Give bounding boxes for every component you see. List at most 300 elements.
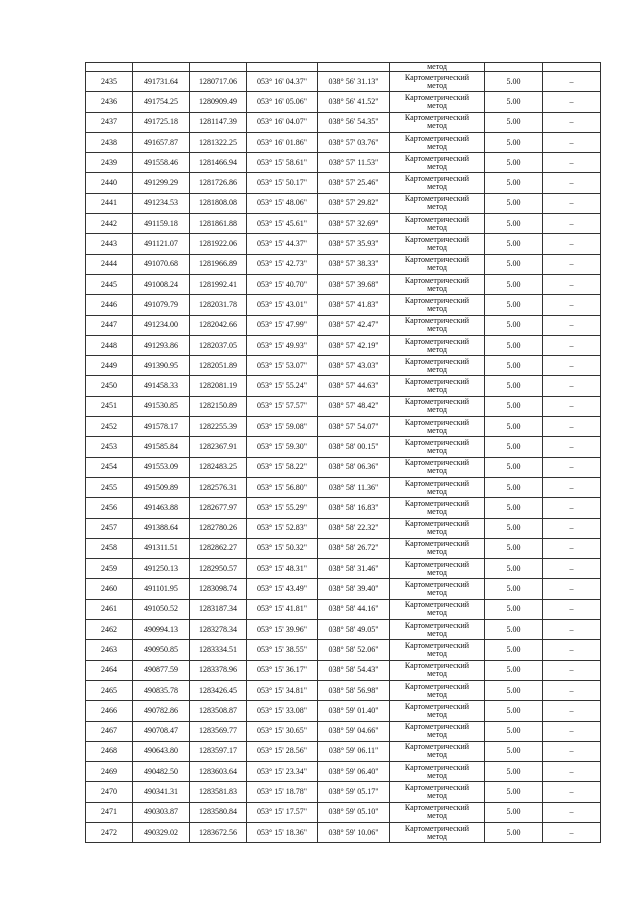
cell-accuracy: 5.00 bbox=[485, 356, 543, 376]
cell-longitude: 038° 58' 00.15" bbox=[318, 437, 390, 457]
cell-number: 2461 bbox=[86, 599, 133, 619]
cell-method bbox=[390, 762, 485, 782]
cell-x: 491299.29 bbox=[133, 173, 190, 193]
cell-longitude: 038° 58' 49.05" bbox=[318, 620, 390, 640]
cell-x: 491578.17 bbox=[133, 417, 190, 437]
cell-note: – bbox=[543, 660, 601, 680]
method-line-2: метод bbox=[427, 121, 447, 131]
cell-x: 491008.24 bbox=[133, 274, 190, 294]
method-line-1: Картометрический bbox=[404, 701, 470, 711]
method-line-1: Картометрический bbox=[404, 783, 470, 793]
cell-accuracy: 5.00 bbox=[485, 660, 543, 680]
cell-note: – bbox=[543, 173, 601, 193]
cell-latitude: 053° 15' 48.06" bbox=[247, 193, 318, 213]
method-line-1: Картометрический bbox=[404, 377, 470, 387]
table-row bbox=[86, 701, 601, 721]
cell-number: 2467 bbox=[86, 721, 133, 741]
cell-x: 491159.18 bbox=[133, 214, 190, 234]
cell-method bbox=[390, 822, 485, 842]
method-line-2: метод bbox=[427, 831, 447, 841]
cell-longitude: 038° 58' 22.32" bbox=[318, 518, 390, 538]
table-row bbox=[86, 417, 601, 437]
cell-accuracy: 5.00 bbox=[485, 782, 543, 802]
cell-x: 491463.88 bbox=[133, 498, 190, 518]
cell-note: – bbox=[543, 396, 601, 416]
table-row bbox=[86, 660, 601, 680]
table-row bbox=[86, 72, 601, 92]
cell-y: 1281966.89 bbox=[190, 254, 247, 274]
cell-method bbox=[390, 417, 485, 437]
cell-latitude: 053° 15' 52.83" bbox=[247, 518, 318, 538]
cell-y: 1282255.39 bbox=[190, 417, 247, 437]
cell-accuracy: 5.00 bbox=[485, 721, 543, 741]
cell-accuracy: 5.00 bbox=[485, 295, 543, 315]
cell-accuracy: 5.00 bbox=[485, 599, 543, 619]
method-line-2: метод bbox=[427, 730, 447, 740]
cell-latitude bbox=[247, 63, 318, 72]
cell-latitude: 053° 16' 04.37" bbox=[247, 72, 318, 92]
cell-y: 1280909.49 bbox=[190, 92, 247, 112]
cell-note: – bbox=[543, 599, 601, 619]
cell-y: 1281322.25 bbox=[190, 132, 247, 152]
cell-note bbox=[543, 63, 601, 72]
cell-x: 490643.80 bbox=[133, 741, 190, 761]
cell-x: 491731.64 bbox=[133, 72, 190, 92]
method-line-2: метод bbox=[427, 608, 447, 618]
table-row bbox=[86, 538, 601, 558]
cell-longitude: 038° 56' 31.13" bbox=[318, 72, 390, 92]
cell-x: 491553.09 bbox=[133, 457, 190, 477]
cell-latitude: 053° 15' 50.32" bbox=[247, 538, 318, 558]
method-line-2: метод bbox=[427, 243, 447, 253]
cell-method bbox=[390, 132, 485, 152]
method-line-1: Картометрический bbox=[404, 174, 470, 184]
cell-note: – bbox=[543, 518, 601, 538]
cell-latitude: 053° 16' 05.06" bbox=[247, 92, 318, 112]
method-line-1: Картометрический bbox=[404, 417, 470, 427]
cell-accuracy: 5.00 bbox=[485, 153, 543, 173]
table-continuation-row bbox=[86, 63, 601, 72]
cell-accuracy: 5.00 bbox=[485, 92, 543, 112]
cell-number: 2464 bbox=[86, 660, 133, 680]
method-line-2: метод bbox=[427, 303, 447, 313]
cell-method bbox=[390, 640, 485, 660]
cell-accuracy bbox=[485, 63, 543, 72]
cell-note: – bbox=[543, 356, 601, 376]
table-row bbox=[86, 518, 601, 538]
cell-note: – bbox=[543, 254, 601, 274]
table-row bbox=[86, 822, 601, 842]
cell-latitude: 053° 15' 50.17" bbox=[247, 173, 318, 193]
cell-accuracy: 5.00 bbox=[485, 112, 543, 132]
cell-longitude: 038° 58' 44.16" bbox=[318, 599, 390, 619]
cell-accuracy: 5.00 bbox=[485, 315, 543, 335]
method-line-1: Картометрический bbox=[404, 620, 470, 630]
cell-note: – bbox=[543, 112, 601, 132]
table-row bbox=[86, 295, 601, 315]
method-line-2: метод bbox=[427, 588, 447, 598]
cell-longitude: 038° 59' 05.10" bbox=[318, 802, 390, 822]
cell-method bbox=[390, 437, 485, 457]
method-line-1: Картометрический bbox=[404, 498, 470, 508]
cell-method bbox=[390, 315, 485, 335]
cell-accuracy: 5.00 bbox=[485, 214, 543, 234]
cell-latitude: 053° 15' 49.93" bbox=[247, 335, 318, 355]
method-line-2: метод bbox=[427, 689, 447, 699]
cell-latitude: 053° 15' 55.24" bbox=[247, 376, 318, 396]
cell-number: 2441 bbox=[86, 193, 133, 213]
method-line-2: метод bbox=[427, 161, 447, 171]
cell-number: 2462 bbox=[86, 620, 133, 640]
cell-accuracy: 5.00 bbox=[485, 396, 543, 416]
cell-latitude: 053° 15' 56.80" bbox=[247, 477, 318, 497]
method-line-1: Картометрический bbox=[404, 722, 470, 732]
method-line-2: метод bbox=[427, 182, 447, 192]
cell-accuracy: 5.00 bbox=[485, 741, 543, 761]
cell-y: 1283581.83 bbox=[190, 782, 247, 802]
cell-number: 2458 bbox=[86, 538, 133, 558]
cell-note: – bbox=[543, 153, 601, 173]
cell-method bbox=[390, 254, 485, 274]
cell-longitude: 038° 57' 42.19" bbox=[318, 335, 390, 355]
cell-x: 490341.31 bbox=[133, 782, 190, 802]
cell-longitude: 038° 57' 43.03" bbox=[318, 356, 390, 376]
method-line-2: метод bbox=[427, 141, 447, 151]
cell-note: – bbox=[543, 92, 601, 112]
cell-accuracy: 5.00 bbox=[485, 498, 543, 518]
cell-accuracy: 5.00 bbox=[485, 762, 543, 782]
cell-accuracy: 5.00 bbox=[485, 457, 543, 477]
cell-latitude: 053° 15' 44.37" bbox=[247, 234, 318, 254]
cell-latitude: 053° 15' 41.81" bbox=[247, 599, 318, 619]
cell-note: – bbox=[543, 498, 601, 518]
cell-note: – bbox=[543, 741, 601, 761]
table-row bbox=[86, 132, 601, 152]
cell-number: 2471 bbox=[86, 802, 133, 822]
method-line-2: метод bbox=[427, 222, 447, 232]
table-row bbox=[86, 335, 601, 355]
cell-longitude: 038° 59' 01.40" bbox=[318, 701, 390, 721]
cell-y: 1282042.66 bbox=[190, 315, 247, 335]
method-line-1: Картометрический bbox=[404, 255, 470, 265]
table-row bbox=[86, 457, 601, 477]
method-line-1: Картометрический bbox=[404, 681, 470, 691]
cell-number: 2439 bbox=[86, 153, 133, 173]
cell-number: 2463 bbox=[86, 640, 133, 660]
cell-accuracy: 5.00 bbox=[485, 72, 543, 92]
cell-y: 1281808.08 bbox=[190, 193, 247, 213]
cell-longitude: 038° 57' 54.07" bbox=[318, 417, 390, 437]
cell-number: 2454 bbox=[86, 457, 133, 477]
cell-note: – bbox=[543, 721, 601, 741]
method-line-1: Картометрический bbox=[404, 133, 470, 143]
cell-x: 491293.86 bbox=[133, 335, 190, 355]
cell-number: 2443 bbox=[86, 234, 133, 254]
cell-x: 491070.68 bbox=[133, 254, 190, 274]
cell-longitude: 038° 56' 41.52" bbox=[318, 92, 390, 112]
cell-method bbox=[390, 518, 485, 538]
cell-longitude: 038° 59' 06.40" bbox=[318, 762, 390, 782]
method-line-1: Картометрический bbox=[404, 762, 470, 772]
cell-x: 491725.18 bbox=[133, 112, 190, 132]
cell-x: 491509.89 bbox=[133, 477, 190, 497]
cell-latitude: 053° 15' 43.49" bbox=[247, 579, 318, 599]
cell-method bbox=[390, 376, 485, 396]
cell-method bbox=[390, 802, 485, 822]
cell-y: 1283098.74 bbox=[190, 579, 247, 599]
cell-method bbox=[390, 173, 485, 193]
cell-longitude: 038° 56' 54.35" bbox=[318, 112, 390, 132]
cell-x: 491079.79 bbox=[133, 295, 190, 315]
cell-number: 2444 bbox=[86, 254, 133, 274]
method-line-1: Картометрический bbox=[404, 336, 470, 346]
cell-method bbox=[390, 457, 485, 477]
cell-accuracy: 5.00 bbox=[485, 234, 543, 254]
cell-note: – bbox=[543, 295, 601, 315]
cell-y: 1282862.27 bbox=[190, 538, 247, 558]
cell-x: 490877.59 bbox=[133, 660, 190, 680]
cell-y: 1282780.26 bbox=[190, 518, 247, 538]
cell-method bbox=[390, 63, 485, 72]
coordinates-table bbox=[85, 62, 601, 843]
table-row bbox=[86, 254, 601, 274]
cell-x: 490329.02 bbox=[133, 822, 190, 842]
cell-y: 1282081.19 bbox=[190, 376, 247, 396]
cell-y: 1282150.89 bbox=[190, 396, 247, 416]
cell-x: 491585.84 bbox=[133, 437, 190, 457]
method-line-1: Картометрический bbox=[404, 194, 470, 204]
table-row bbox=[86, 173, 601, 193]
cell-number: 2436 bbox=[86, 92, 133, 112]
cell-x: 490303.87 bbox=[133, 802, 190, 822]
cell-accuracy: 5.00 bbox=[485, 701, 543, 721]
method-line-2: метод bbox=[427, 324, 447, 334]
cell-longitude: 038° 57' 44.63" bbox=[318, 376, 390, 396]
cell-latitude: 053° 15' 39.96" bbox=[247, 620, 318, 640]
method-line-1: Картометрический bbox=[404, 437, 470, 447]
method-line-2: метод bbox=[427, 80, 447, 90]
table-row bbox=[86, 741, 601, 761]
cell-accuracy: 5.00 bbox=[485, 518, 543, 538]
method-word: метод bbox=[427, 62, 447, 71]
cell-method bbox=[390, 396, 485, 416]
method-line-1: Картометрический bbox=[404, 275, 470, 285]
method-line-2: метод bbox=[427, 466, 447, 476]
method-line-1: Картометрический bbox=[404, 72, 470, 82]
cell-method bbox=[390, 660, 485, 680]
cell-number: 2452 bbox=[86, 417, 133, 437]
cell-y: 1283426.45 bbox=[190, 680, 247, 700]
table-row bbox=[86, 112, 601, 132]
method-line-1: Картометрический bbox=[404, 235, 470, 245]
cell-y: 1281922.06 bbox=[190, 234, 247, 254]
method-line-1: Картометрический bbox=[404, 316, 470, 326]
cell-y: 1282367.91 bbox=[190, 437, 247, 457]
cell-latitude: 053° 15' 36.17" bbox=[247, 660, 318, 680]
cell-latitude: 053° 15' 38.55" bbox=[247, 640, 318, 660]
cell-number: 2468 bbox=[86, 741, 133, 761]
cell-number: 2472 bbox=[86, 822, 133, 842]
method-line-2: метод bbox=[427, 283, 447, 293]
method-line-2: метод bbox=[427, 527, 447, 537]
cell-longitude: 038° 58' 11.36" bbox=[318, 477, 390, 497]
cell-method bbox=[390, 579, 485, 599]
cell-longitude: 038° 57' 32.69" bbox=[318, 214, 390, 234]
method-line-1: Картометрический bbox=[404, 661, 470, 671]
table-row bbox=[86, 802, 601, 822]
cell-number: 2445 bbox=[86, 274, 133, 294]
method-line-2: метод bbox=[427, 709, 447, 719]
cell-longitude: 038° 57' 03.76" bbox=[318, 132, 390, 152]
cell-y: 1283508.87 bbox=[190, 701, 247, 721]
cell-note: – bbox=[543, 72, 601, 92]
cell-x: 491388.64 bbox=[133, 518, 190, 538]
table-row bbox=[86, 234, 601, 254]
method-line-2: метод bbox=[427, 791, 447, 801]
cell-number: 2449 bbox=[86, 356, 133, 376]
cell-accuracy: 5.00 bbox=[485, 274, 543, 294]
cell-latitude: 053° 15' 42.73" bbox=[247, 254, 318, 274]
cell-longitude: 038° 58' 39.40" bbox=[318, 579, 390, 599]
cell-latitude: 053° 15' 17.57" bbox=[247, 802, 318, 822]
cell-latitude: 053° 15' 18.78" bbox=[247, 782, 318, 802]
cell-accuracy: 5.00 bbox=[485, 538, 543, 558]
method-line-2: метод bbox=[427, 263, 447, 273]
cell-number: 2459 bbox=[86, 559, 133, 579]
cell-longitude: 038° 57' 42.47" bbox=[318, 315, 390, 335]
cell-note: – bbox=[543, 214, 601, 234]
cell-method bbox=[390, 680, 485, 700]
cell-method bbox=[390, 274, 485, 294]
cell-longitude: 038° 57' 41.83" bbox=[318, 295, 390, 315]
table-row bbox=[86, 721, 601, 741]
cell-note: – bbox=[543, 822, 601, 842]
cell-y: 1283672.56 bbox=[190, 822, 247, 842]
cell-method bbox=[390, 234, 485, 254]
cell-method bbox=[390, 498, 485, 518]
cell-latitude: 053° 15' 53.07" bbox=[247, 356, 318, 376]
cell-number: 2450 bbox=[86, 376, 133, 396]
cell-x: 490708.47 bbox=[133, 721, 190, 741]
table-row bbox=[86, 153, 601, 173]
cell-method bbox=[390, 741, 485, 761]
cell-number: 2448 bbox=[86, 335, 133, 355]
cell-latitude: 053° 15' 58.61" bbox=[247, 153, 318, 173]
cell-accuracy: 5.00 bbox=[485, 132, 543, 152]
cell-x: 491390.95 bbox=[133, 356, 190, 376]
cell-number: 2453 bbox=[86, 437, 133, 457]
cell-y: 1282483.25 bbox=[190, 457, 247, 477]
cell-latitude: 053° 15' 40.70" bbox=[247, 274, 318, 294]
cell-note: – bbox=[543, 782, 601, 802]
cell-method bbox=[390, 477, 485, 497]
method-line-1: Картометрический bbox=[404, 539, 470, 549]
cell-longitude: 038° 59' 05.17" bbox=[318, 782, 390, 802]
cell-latitude: 053° 15' 59.08" bbox=[247, 417, 318, 437]
cell-note: – bbox=[543, 680, 601, 700]
cell-method bbox=[390, 356, 485, 376]
cell-x: 491458.33 bbox=[133, 376, 190, 396]
table-row bbox=[86, 579, 601, 599]
method-line-1: Картометрический bbox=[404, 803, 470, 813]
cell-y: 1282051.89 bbox=[190, 356, 247, 376]
cell-y: 1283603.64 bbox=[190, 762, 247, 782]
cell-number: 2456 bbox=[86, 498, 133, 518]
cell-number: 2447 bbox=[86, 315, 133, 335]
cell-longitude: 038° 57' 35.93" bbox=[318, 234, 390, 254]
cell-accuracy: 5.00 bbox=[485, 620, 543, 640]
cell-note: – bbox=[543, 701, 601, 721]
method-line-1: Картометрический bbox=[404, 153, 470, 163]
cell-number bbox=[86, 63, 133, 72]
cell-y: 1281147.39 bbox=[190, 112, 247, 132]
cell-y: 1283278.34 bbox=[190, 620, 247, 640]
table-row bbox=[86, 315, 601, 335]
method-line-2: метод bbox=[427, 669, 447, 679]
cell-note: – bbox=[543, 274, 601, 294]
cell-accuracy: 5.00 bbox=[485, 802, 543, 822]
cell-x: 491050.52 bbox=[133, 599, 190, 619]
cell-x: 491234.53 bbox=[133, 193, 190, 213]
cell-number: 2465 bbox=[86, 680, 133, 700]
cell-x: 490482.50 bbox=[133, 762, 190, 782]
cell-longitude: 038° 57' 25.46" bbox=[318, 173, 390, 193]
table-row bbox=[86, 559, 601, 579]
cell-method bbox=[390, 538, 485, 558]
method-line-2: метод bbox=[427, 425, 447, 435]
cell-method bbox=[390, 193, 485, 213]
cell-y: 1283569.77 bbox=[190, 721, 247, 741]
method-line-2: метод bbox=[427, 202, 447, 212]
cell-number: 2466 bbox=[86, 701, 133, 721]
cell-accuracy: 5.00 bbox=[485, 437, 543, 457]
cell-accuracy: 5.00 bbox=[485, 193, 543, 213]
cell-method bbox=[390, 782, 485, 802]
method-line-1: Картометрический bbox=[404, 295, 470, 305]
method-line-2: метод bbox=[427, 344, 447, 354]
cell-note: – bbox=[543, 132, 601, 152]
table-row bbox=[86, 396, 601, 416]
cell-x: 491121.07 bbox=[133, 234, 190, 254]
cell-longitude: 038° 58' 52.06" bbox=[318, 640, 390, 660]
method-line-2: метод bbox=[427, 445, 447, 455]
cell-method bbox=[390, 721, 485, 741]
method-line-2: метод bbox=[427, 385, 447, 395]
cell-method bbox=[390, 295, 485, 315]
cell-method bbox=[390, 112, 485, 132]
cell-latitude: 053° 15' 55.29" bbox=[247, 498, 318, 518]
cell-longitude: 038° 57' 11.53" bbox=[318, 153, 390, 173]
cell-note: – bbox=[543, 234, 601, 254]
cell-latitude: 053° 15' 47.99" bbox=[247, 315, 318, 335]
table-row bbox=[86, 782, 601, 802]
method-line-1: Картометрический bbox=[404, 113, 470, 123]
cell-y: 1283580.84 bbox=[190, 802, 247, 822]
cell-note: – bbox=[543, 315, 601, 335]
method-line-2: метод bbox=[427, 486, 447, 496]
table-row bbox=[86, 599, 601, 619]
method-line-1: Картометрический bbox=[404, 458, 470, 468]
cell-accuracy: 5.00 bbox=[485, 640, 543, 660]
cell-accuracy: 5.00 bbox=[485, 335, 543, 355]
cell-latitude: 053° 16' 04.07" bbox=[247, 112, 318, 132]
cell-latitude: 053° 15' 28.56" bbox=[247, 741, 318, 761]
cell-x bbox=[133, 63, 190, 72]
cell-y: 1282677.97 bbox=[190, 498, 247, 518]
cell-note: – bbox=[543, 640, 601, 660]
cell-x: 491754.25 bbox=[133, 92, 190, 112]
method-line-1: Картометрический bbox=[404, 519, 470, 529]
